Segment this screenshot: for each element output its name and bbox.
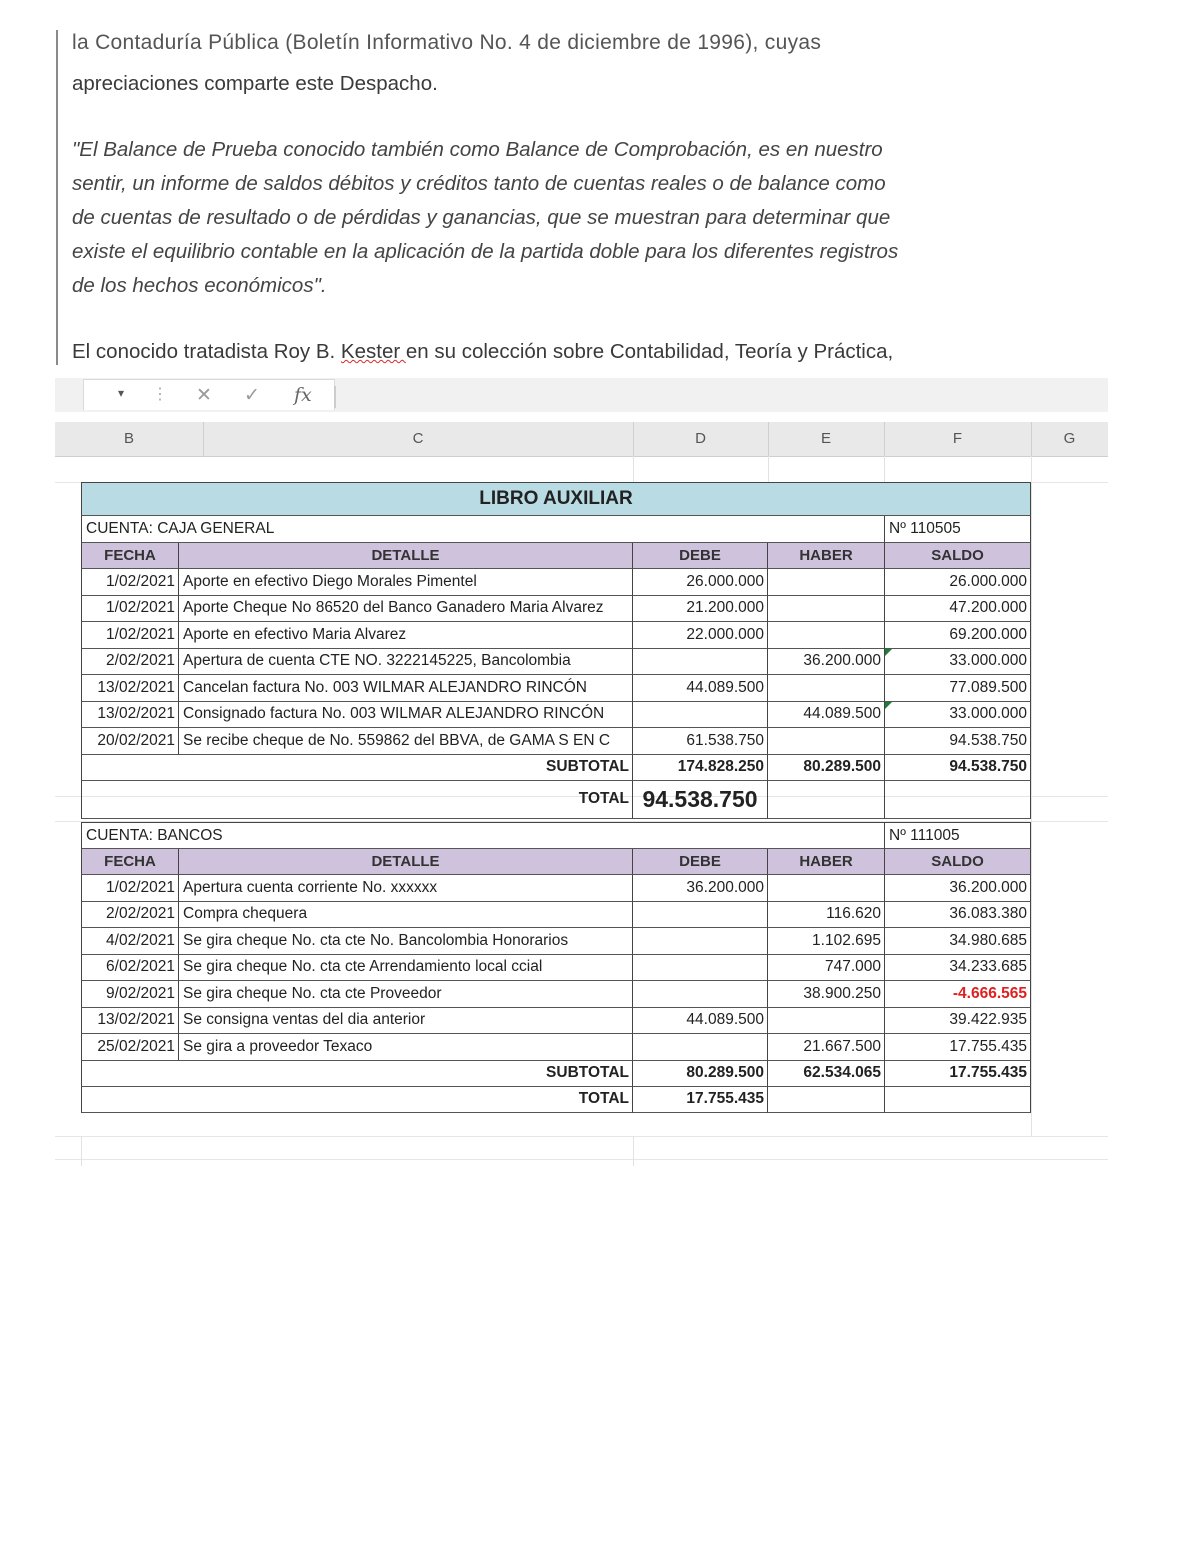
cell-fecha[interactable]: 2/02/2021 [81,902,179,929]
cell-debe[interactable] [633,955,768,982]
cell-saldo[interactable]: 34.233.685 [885,955,1031,982]
header-debe[interactable]: DEBE [633,543,768,569]
cell-saldo[interactable]: 77.089.500 [885,675,1031,702]
header-haber[interactable]: HABER [768,849,885,875]
cell-detalle[interactable]: Se recibe cheque de No. 559862 del BBVA, de GAMA S EN C [179,728,633,755]
cell-haber[interactable]: 38.900.250 [768,981,885,1008]
grid-line [81,1136,82,1166]
cell-detalle[interactable]: Se gira cheque No. cta cte No. Bancolombia Honorarios [179,928,633,955]
cell-haber[interactable]: 1.102.695 [768,928,885,955]
column-header-g[interactable]: G [1063,430,1076,447]
cell-fecha[interactable]: 1/02/2021 [81,569,179,596]
account-name[interactable]: CUENTA: CAJA GENERAL [81,516,885,543]
cell-saldo[interactable]: 39.422.935 [885,1008,1031,1035]
header-fecha[interactable]: FECHA [81,543,179,569]
ledger-caja-general [81,482,1031,819]
title-row [81,482,1031,516]
cell-detalle[interactable]: Se gira a proveedor Texaco [179,1034,633,1061]
quote-line: de los hechos económicos". [72,274,327,297]
quote-line: sentir, un informe de saldos débitos y créditos tanto de cuentas reales o de balance como [72,172,886,195]
subtotal-label[interactable]: SUBTOTAL [81,1061,633,1087]
cell-detalle[interactable]: Aporte en efectivo Maria Alvarez [179,622,633,649]
column-headers [55,422,1108,457]
empty-cell[interactable] [768,1087,885,1113]
cell-haber[interactable]: 21.667.500 [768,1034,885,1061]
header-saldo[interactable]: SALDO [885,543,1031,569]
account-number[interactable]: Nº 110505 [885,516,1031,543]
cell-debe[interactable] [633,902,768,929]
cell-debe[interactable] [633,928,768,955]
header-row [81,543,1031,569]
cut-off-line: la Contaduría Pública (Boletín Informativo No. 4 de diciembre de 1996), cuyas [72,31,822,54]
table-row [81,569,1031,596]
total-value[interactable]: 17.755.435 [633,1087,768,1113]
grid-line [55,1136,1108,1137]
table-row [81,1034,1031,1061]
cell-detalle[interactable]: Consignado factura No. 003 WILMAR ALEJANDRO RINCÓN [179,702,633,729]
header-debe[interactable]: DEBE [633,849,768,875]
column-header-e[interactable]: E [768,422,885,456]
paragraph-3: El conocido tratadista Roy B. Kester en su colección sobre Contabilidad, Teoría y Práctica, [72,340,894,363]
function-icon[interactable]: fx [294,384,312,406]
account-name[interactable]: CUENTA: BANCOS [81,822,885,849]
header-detalle[interactable]: DETALLE [179,543,633,569]
account-number[interactable]: Nº 111005 [885,822,1031,849]
cell-saldo[interactable]: 69.200.000 [885,622,1031,649]
cell-detalle[interactable]: Apertura de cuenta CTE NO. 3222145225, Bancolombia [179,649,633,676]
cell-haber[interactable] [768,569,885,596]
cell-debe[interactable]: 44.089.500 [633,675,768,702]
cell-debe[interactable]: 22.000.000 [633,622,768,649]
cell-saldo[interactable]: 17.755.435 [885,1034,1031,1061]
cell-haber[interactable]: 36.200.000 [768,649,885,676]
cell-saldo[interactable]: 47.200.000 [885,596,1031,623]
bancos-rows [81,875,1031,1061]
cell-haber[interactable] [768,875,885,902]
cell-detalle[interactable]: Se gira cheque No. cta cte Proveedor [179,981,633,1008]
cell-saldo[interactable]: 34.980.685 [885,928,1031,955]
cell-saldo[interactable]: 94.538.750 [885,728,1031,755]
cell-fecha[interactable]: 9/02/2021 [81,981,179,1008]
formula-bar [55,378,1108,412]
cell-haber[interactable]: 116.620 [768,902,885,929]
divider [334,386,336,408]
cell-saldo[interactable]: 33.000.000 [885,702,1031,729]
header-fecha[interactable]: FECHA [81,849,179,875]
subtotal-row [81,1061,1031,1087]
check-icon[interactable]: ✓ [244,385,260,406]
cell-haber[interactable] [768,728,885,755]
table-row [81,1008,1031,1035]
table-row [81,702,1031,729]
cell-saldo[interactable]: 33.000.000 [885,649,1031,676]
column-header-b[interactable]: B [55,422,204,456]
cell-debe[interactable] [633,702,768,729]
cell-fecha[interactable]: 13/02/2021 [81,675,179,702]
cell-haber[interactable] [768,596,885,623]
caja-rows [81,569,1031,755]
table-row [81,902,1031,929]
grid-line [633,1136,634,1166]
quote-line: de cuentas de resultado o de pérdidas y ganancias, que se muestran para determinar que [72,206,891,229]
cell-debe[interactable]: 26.000.000 [633,569,768,596]
cell-haber[interactable] [768,1008,885,1035]
subtotal-debe[interactable]: 80.289.500 [633,1061,768,1087]
column-header-f[interactable]: F [884,422,1032,456]
account-row [81,516,1031,543]
table-row [81,622,1031,649]
table-row [81,596,1031,623]
cell-detalle[interactable]: Apertura cuenta corriente No. xxxxxx [179,875,633,902]
cell-fecha[interactable]: 1/02/2021 [81,596,179,623]
cell-debe[interactable]: 36.200.000 [633,875,768,902]
cell-detalle[interactable]: Se consigna ventas del dia anterior [179,1008,633,1035]
table-row [81,928,1031,955]
cell-debe[interactable]: 44.089.500 [633,1008,768,1035]
ledger-title[interactable]: LIBRO AUXILIAR [81,482,1031,516]
table-row [81,875,1031,902]
cell-haber[interactable] [768,622,885,649]
cell-detalle[interactable]: Compra chequera [179,902,633,929]
cell-fecha[interactable]: 6/02/2021 [81,955,179,982]
cell-saldo[interactable]: 26.000.000 [885,569,1031,596]
vertical-dots-icon[interactable]: ⋮ [152,386,168,403]
total-row [81,1087,1031,1113]
cell-fecha[interactable]: 2/02/2021 [81,649,179,676]
subtotal-saldo[interactable]: 94.538.750 [885,755,1031,781]
table-row [81,728,1031,755]
cell-fecha[interactable]: 25/02/2021 [81,1034,179,1061]
empty-cell[interactable] [885,1087,1031,1113]
subtotal-row [81,755,1031,781]
x-icon[interactable]: ✕ [196,385,212,406]
grid-line [55,1159,1108,1160]
header-row [81,849,1031,875]
table-row [81,981,1031,1008]
table-row [81,675,1031,702]
total-value[interactable]: 94.538.750 [633,781,768,819]
column-header-c[interactable]: C [203,422,634,456]
subtotal-haber[interactable]: 62.534.065 [768,1061,885,1087]
cell-detalle[interactable]: Aporte Cheque No 86520 del Banco Ganadero Maria Alvarez [179,596,633,623]
empty-cell[interactable] [768,781,885,819]
quote-paragraph [72,133,962,303]
cell-detalle[interactable]: Cancelan factura No. 003 WILMAR ALEJANDRO RINCÓN [179,675,633,702]
subtotal-haber[interactable]: 80.289.500 [768,755,885,781]
cell-fecha[interactable]: 1/02/2021 [81,622,179,649]
subtotal-debe[interactable]: 174.828.250 [633,755,768,781]
chevron-down-icon[interactable]: ▾ [118,386,125,400]
cell-saldo[interactable]: 36.083.380 [885,902,1031,929]
header-haber[interactable]: HABER [768,543,885,569]
paragraph-1: apreciaciones comparte este Despacho. [72,72,438,95]
cell-fecha[interactable]: 4/02/2021 [81,928,179,955]
total-row [81,781,1031,819]
table-row [81,649,1031,676]
spreadsheet [55,378,1108,1168]
cell-fecha[interactable]: 20/02/2021 [81,728,179,755]
ledger-bancos [81,822,1031,1113]
cell-debe[interactable]: 61.538.750 [633,728,768,755]
empty-cell[interactable] [885,781,1031,819]
cell-fecha[interactable]: 1/02/2021 [81,875,179,902]
cell-saldo[interactable]: -4.666.565 [885,981,1031,1008]
cell-fecha[interactable]: 13/02/2021 [81,1008,179,1035]
cell-debe[interactable] [633,649,768,676]
subtotal-saldo[interactable]: 17.755.435 [885,1061,1031,1087]
header-saldo[interactable]: SALDO [885,849,1031,875]
subtotal-label[interactable]: SUBTOTAL [81,755,633,781]
account-row [81,822,1031,849]
cell-debe[interactable]: 21.200.000 [633,596,768,623]
misspelled-word: Kester [340,340,406,363]
cell-detalle[interactable]: Aporte en efectivo Diego Morales Pimentel [179,569,633,596]
cell-debe[interactable] [633,981,768,1008]
cell-detalle[interactable]: Se gira cheque No. cta cte Arrendamiento local ccial [179,955,633,982]
formula-controls [83,379,335,410]
cell-haber[interactable] [768,675,885,702]
column-header-d[interactable]: D [633,422,769,456]
cell-saldo[interactable]: 36.200.000 [885,875,1031,902]
quote-line: "El Balance de Prueba conocido también como Balance de Comprobación, es en nuestro [72,138,883,161]
quote-line: existe el equilibrio contable en la aplicación de la partida doble para los diferentes registros [72,240,899,263]
table-row [81,955,1031,982]
total-label[interactable]: TOTAL [81,1087,633,1113]
cell-debe[interactable] [633,1034,768,1061]
document-text [56,30,978,365]
cell-fecha[interactable]: 13/02/2021 [81,702,179,729]
cell-haber[interactable]: 44.089.500 [768,702,885,729]
cell-grid[interactable] [55,456,1108,1168]
cell-haber[interactable]: 747.000 [768,955,885,982]
total-label[interactable]: TOTAL [81,781,633,819]
header-detalle[interactable]: DETALLE [179,849,633,875]
